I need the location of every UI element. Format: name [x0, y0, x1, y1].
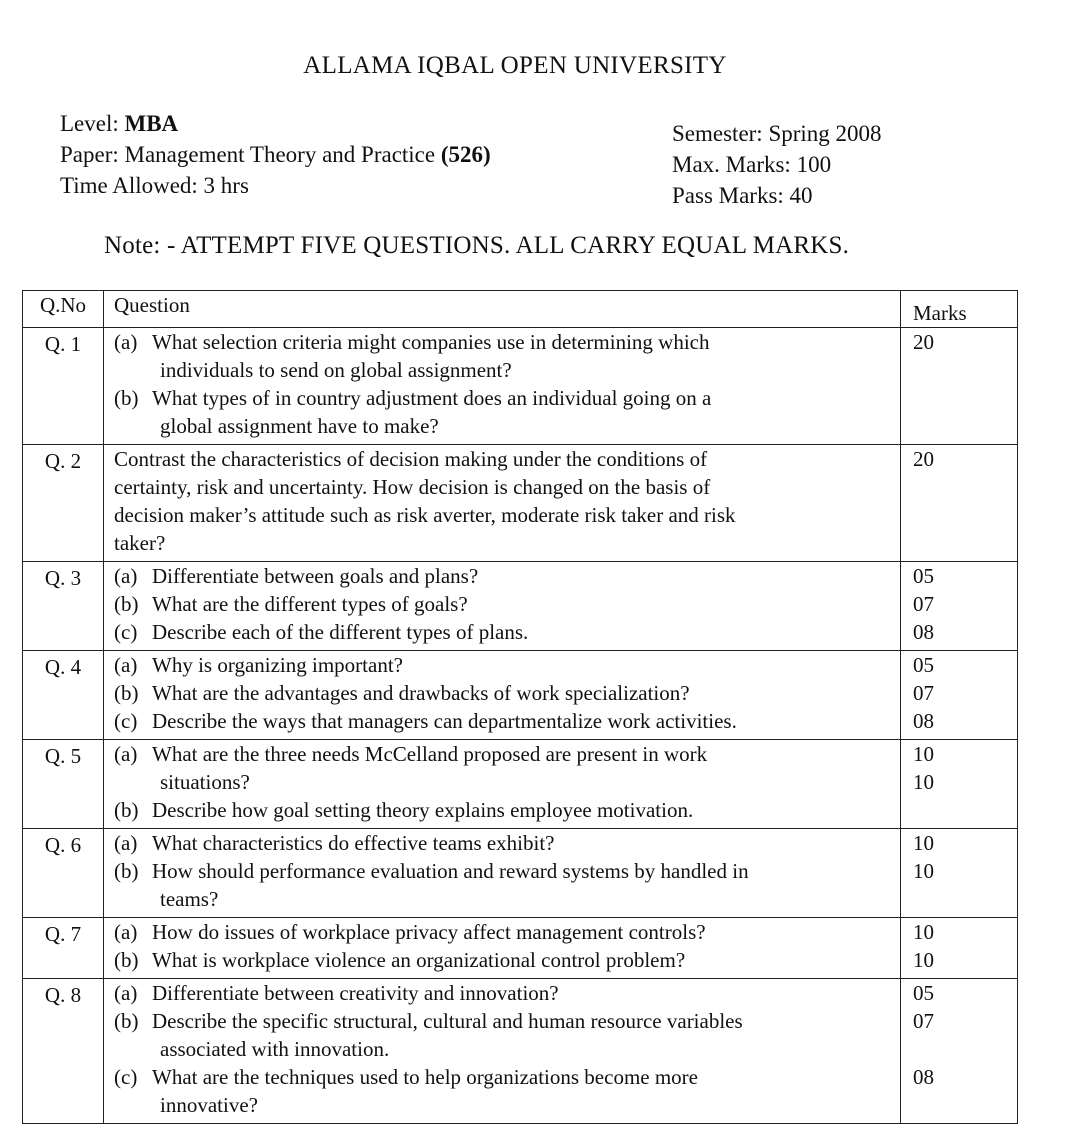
question-text: [104, 562, 901, 651]
question-number: Q. 4: [44, 655, 82, 679]
level-label: Level:: [60, 111, 119, 136]
part-label: (b): [114, 948, 139, 972]
max-marks: Max. Marks: 100: [672, 152, 832, 177]
marks-value: 20: [913, 447, 934, 471]
header-marks: Marks: [901, 291, 1018, 328]
marks-value: 05: [913, 653, 934, 677]
question-part: (c) Describe each of the different types of plans.: [114, 620, 529, 644]
level-value: MBA: [124, 111, 179, 136]
question-part: (a) What are the three needs McCelland proposed are present in work situations?: [114, 742, 708, 794]
question-part: (a) Why is organizing important?: [114, 653, 403, 677]
paper-line: [60, 139, 491, 170]
table-row: [23, 445, 1018, 562]
question-number: Q. 7: [44, 922, 82, 946]
marks-cell: [901, 829, 1018, 918]
marks-value: 20: [913, 330, 934, 354]
part-label: (a): [114, 330, 138, 354]
part-label: (a): [114, 981, 138, 1005]
part-label: (a): [114, 564, 138, 588]
table-row: [23, 328, 1018, 445]
question-part: (a) What selection criteria might companies use in determining which individuals to send on global assignment?: [114, 330, 710, 382]
question-part: (b) What is workplace violence an organizational control problem?: [114, 948, 686, 972]
question-text: [104, 651, 901, 740]
header-question: Question: [104, 291, 901, 328]
question-part: (c) What are the techniques used to help organizations become more innovative?: [114, 1065, 698, 1117]
paper-info-left: [60, 108, 491, 201]
time-allowed: Time Allowed: 3 hrs: [60, 173, 249, 198]
part-label: (a): [114, 742, 138, 766]
marks-value: 08: [913, 620, 934, 644]
pass-marks: Pass Marks: 40: [672, 183, 813, 208]
part-label: (b): [114, 592, 139, 616]
question-number: Q. 5: [44, 744, 82, 768]
table-header-row: [23, 291, 1018, 328]
marks-value: 08: [913, 1065, 934, 1089]
table-row: [23, 829, 1018, 918]
question-text: Contrast the characteristics of decision making under the conditions of certainty, risk and uncertainty. How decision is changed on the basis of decision maker’s attitude such as risk averter, moderate risk taker and risk taker?: [104, 445, 901, 562]
marks-cell: [901, 740, 1018, 829]
marks-value: 10: [913, 948, 934, 972]
paper-label: Paper: Management Theory and Practice: [60, 142, 436, 167]
part-label: (b): [114, 386, 139, 410]
part-label: (a): [114, 653, 138, 677]
marks-value: 05: [913, 564, 934, 588]
question-number: Q. 6: [44, 833, 82, 857]
question-part: (b) What are the advantages and drawbacks of work specialization?: [114, 681, 690, 705]
question-text: [104, 918, 901, 979]
part-label: (c): [114, 620, 138, 644]
university-title: ALLAMA IQBAL OPEN UNIVERSITY: [303, 52, 727, 79]
question-part: (c) Describe the ways that managers can departmentalize work activities.: [114, 709, 737, 733]
marks-cell: [901, 651, 1018, 740]
part-label: (a): [114, 831, 138, 855]
marks-cell: [901, 918, 1018, 979]
question-text: [104, 829, 901, 918]
marks-value: 07: [913, 681, 934, 705]
marks-cell: [901, 979, 1018, 1124]
question-part: (a) How do issues of workplace privacy affect management controls?: [114, 920, 706, 944]
part-label: (b): [114, 681, 139, 705]
question-number: Q. 8: [44, 983, 82, 1007]
exam-note: Note: - ATTEMPT FIVE QUESTIONS. ALL CARRY EQUAL MARKS.: [104, 232, 850, 259]
marks-cell: [901, 562, 1018, 651]
part-label: (b): [114, 798, 139, 822]
part-label: (c): [114, 709, 138, 733]
question-part: (a) Differentiate between goals and plans?: [114, 564, 479, 588]
level-line: [60, 108, 491, 139]
table-row: [23, 979, 1018, 1124]
part-label: (c): [114, 1065, 138, 1089]
questions-table: [22, 290, 1018, 1124]
marks-value: 10: [913, 859, 934, 883]
question-part: (b) Describe how goal setting theory explains employee motivation.: [114, 798, 694, 822]
marks-value: 07: [913, 1009, 934, 1033]
part-label: (b): [114, 859, 139, 883]
marks-value: 10: [913, 770, 934, 794]
table-row: [23, 651, 1018, 740]
paper-info-right: [672, 118, 882, 211]
question-number: Q. 2: [44, 449, 82, 473]
semester: Semester: Spring 2008: [672, 121, 882, 146]
question-text: [104, 979, 901, 1124]
table-row: [23, 918, 1018, 979]
question-part: (b) How should performance evaluation and reward systems by handled in teams?: [114, 859, 749, 911]
question-part: (b) What are the different types of goals?: [114, 592, 468, 616]
header-qno: Q.No: [23, 291, 104, 328]
question-text: [104, 740, 901, 829]
table-row: [23, 562, 1018, 651]
question-part: (b) Describe the specific structural, cultural and human resource variables associated with innovation.: [114, 1009, 743, 1061]
question-text: [104, 328, 901, 445]
marks-value: 10: [913, 742, 934, 766]
marks-value: 05: [913, 981, 934, 1005]
table-row: [23, 740, 1018, 829]
marks-value: 10: [913, 831, 934, 855]
question-part: (b) What types of in country adjustment does an individual going on a global assignment have to make?: [114, 386, 712, 438]
question-part: (a) What characteristics do effective teams exhibit?: [114, 831, 555, 855]
question-number: Q. 1: [44, 332, 82, 356]
part-label: (a): [114, 920, 138, 944]
marks-value: 08: [913, 709, 934, 733]
marks-value: 07: [913, 592, 934, 616]
marks-value: 10: [913, 920, 934, 944]
marks-cell: [901, 328, 1018, 445]
part-label: (b): [114, 1009, 139, 1033]
marks-cell: [901, 445, 1018, 562]
paper-code: (526): [440, 142, 491, 167]
question-number: Q. 3: [44, 566, 82, 590]
question-part: (a) Differentiate between creativity and innovation?: [114, 981, 559, 1005]
